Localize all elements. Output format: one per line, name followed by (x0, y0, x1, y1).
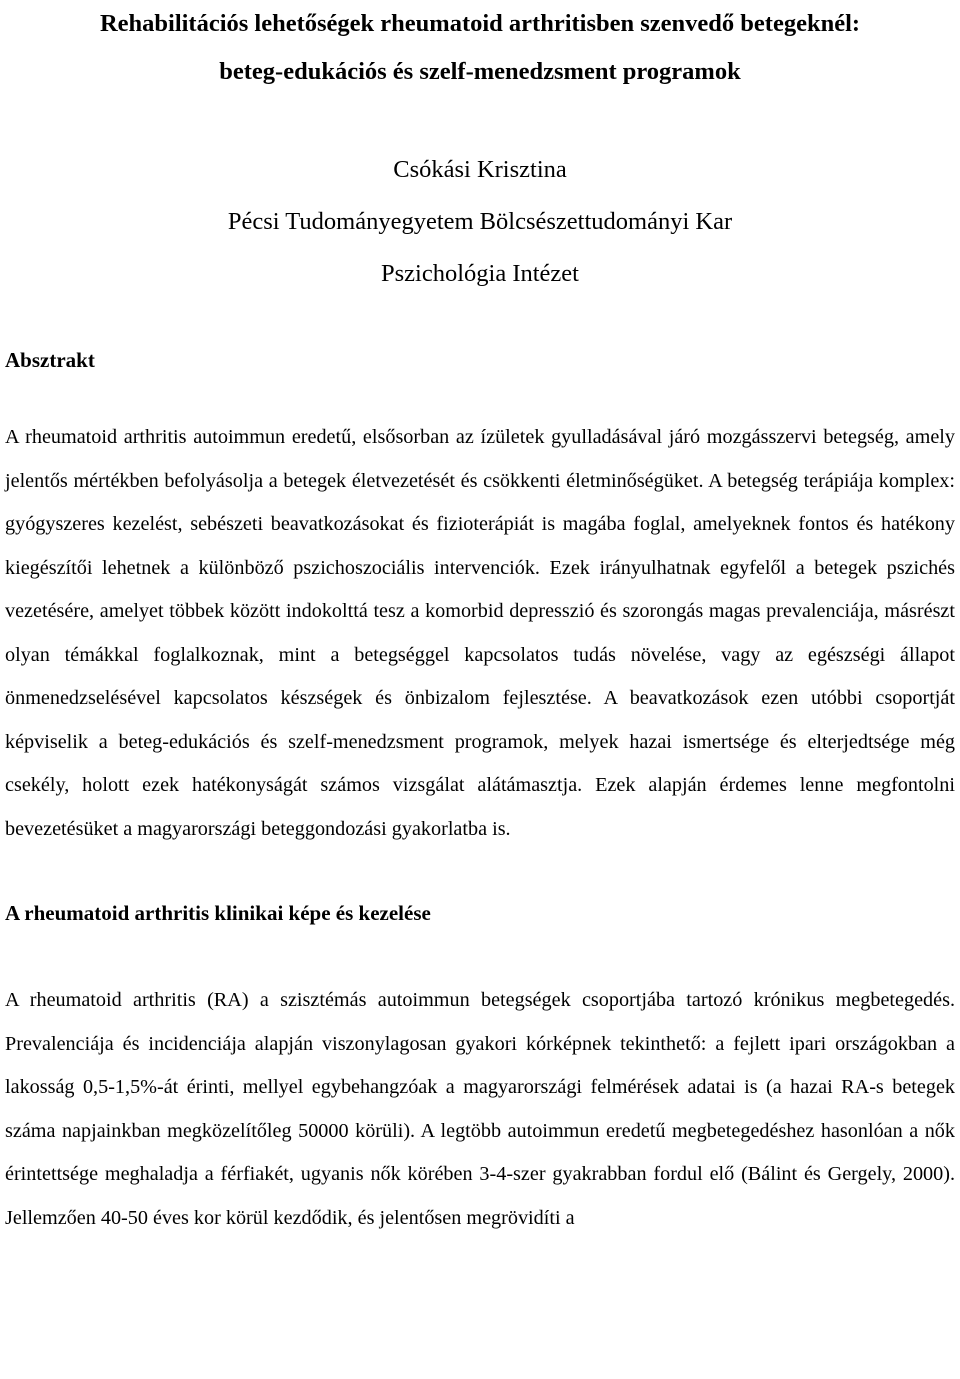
author-affiliation-faculty: Pécsi Tudományegyetem Bölcsészettudományi Kar (227, 208, 733, 235)
author-affiliation-institute: Pszichológia Intézet (381, 260, 579, 287)
section-text-clinical: A rheumatoid arthritis (RA) a szisztémás autoimmun betegségek csoportjába tartozó krónikus megbetegedés. Prevalenciája és incidenciája alapján viszonylagosan gyakori kórképnek tekinthető: a fejlett ipari országokban a lakosság 0,5-1,5%-át érinti, mellyel egybehangzóak a magyarországi felmérések adatai is (a hazai RA-s betegek száma napjainkban megközelítőleg 50000 körüli). A legtöbb autoimmun eredetű megbetegedéshez hasonlóan a nők érintettsége meghaladja a férfiakét, ugyanis nők körében 3-4-szer gyakrabban fordul elő (Bálint és Gergely, 2000). Jellemzően 40-50 éves kor körül kezdődik, és jelentősen megrövidíti a (5, 989, 955, 1229)
author-name: Csókási Krisztina (393, 156, 567, 183)
paper-title-line-2: beteg-edukációs és szelf-menedzsment programok (219, 58, 741, 85)
abstract-heading: Absztrakt (5, 348, 95, 372)
author-block (5, 144, 955, 300)
paper-title-line-1: Rehabilitációs lehetőségek rheumatoid arthritisben szenvedő betegeknél: (99, 10, 861, 37)
abstract-text: A rheumatoid arthritis autoimmun eredetű, elsősorban az ízületek gyulladásával járó mozgásszervi betegség, amely jelentős mértékben befolyásolja a betegek életvezetését és csökkenti életminőségüket. A betegség terápiája komplex: gyógyszeres kezelést, sebészeti beavatkozásokat és fizioterápiát is magába foglal, amelyeknek fontos és hatékony kiegészítői lehetnek a különböző pszichoszociális intervenciók. Ezek irányulhatnak egyfelől a betegek pszichés vezetésére, amelyet többek között indokolttá tesz a komorbid depresszió és szorongás magas prevalenciája, másrészt olyan témákkal foglalkoznak, mint a betegséggel kapcsolatos tudás növelése, vagy az egészségi állapot önmenedzselésével kapcsolatos készségek és önbizalom fejlesztése. A beavatkozások ezen utóbbi csoportját képviselik a beteg-edukációs és szelf-menedzsment programok, melyek hazai ismertsége és elterjedtsége még csekély, holott ezek hatékonyságát számos vizsgálat alátámasztja. Ezek alapján érdemes lenne megfontolni bevezetésüket a magyarországi beteggondozási gyakorlatba is. (5, 426, 955, 840)
paper-title (5, 0, 955, 96)
section-heading-clinical: A rheumatoid arthritis klinikai képe és kezelése (5, 901, 431, 925)
